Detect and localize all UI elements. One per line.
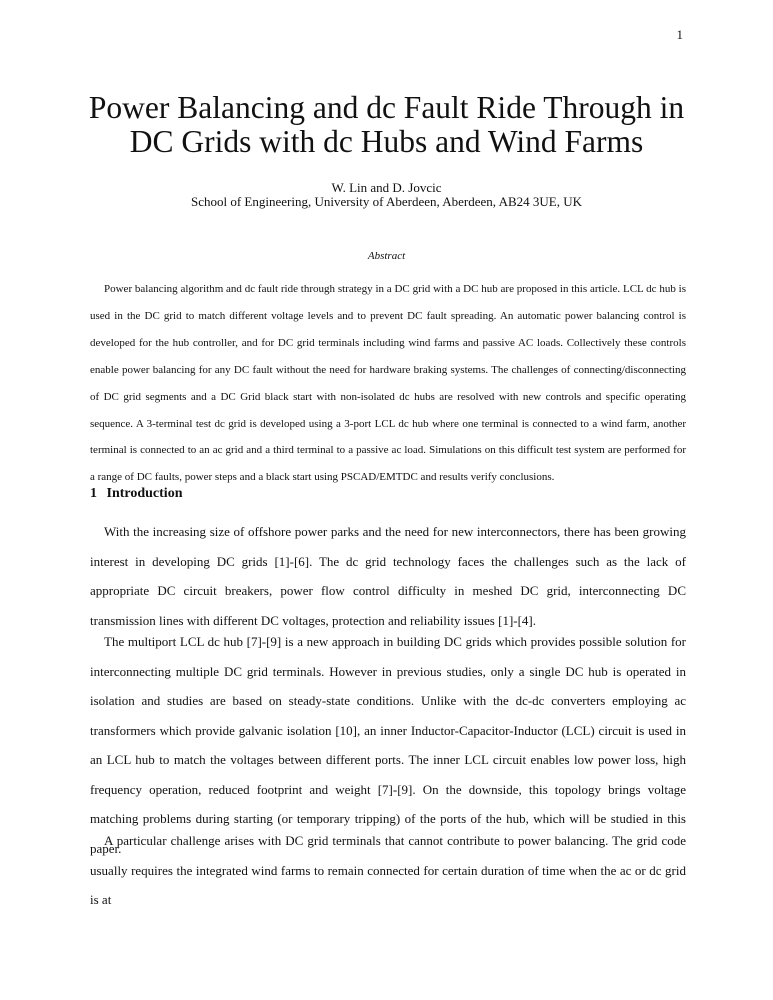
abstract-heading: Abstract [367, 250, 406, 262]
paper-title [0, 91, 773, 159]
body-paragraph: With the increasing size of offshore power parks and the need for new interconnectors, there has been growing interest in developing DC grids [1]-[6]. The dc grid technology faces the challenges such as the lack of appropriate DC circuit breakers, power flow control difficulty in meshed DC grid, interconnecting DC transmission lines with different DC voltages, protection and reliability issues [1]-[4]. [90, 524, 686, 628]
title-line-2: DC Grids with dc Hubs and Wind Farms [129, 124, 644, 159]
abstract-text: Power balancing algorithm and dc fault ride through strategy in a DC grid with a DC hub are proposed in this article. LCL dc hub is used in the DC grid to match different voltage levels and to prevent DC fault spreading. An automatic power balancing control is developed for the hub controller, and for DC grid terminals including wind farms and passive AC loads. Collectively these controls enable power balancing for any DC fault without the need for hardware braking systems. The challenges of connecting/disconnecting of DC grid segments and a DC Grid black start with non-isolated dc hubs are resolved with new controls and specific operating sequence. A 3-terminal test dc grid is developed using a 3-port LCL dc hub where one terminal is connected to a wind farm, another terminal is connected to an ac grid and a third terminal to a passive ac load. Simulations on this difficult test system are performed for a range of DC faults, power steps and a black start using PSCAD/EMTDC and results verify conclusions. [90, 283, 686, 484]
authors: W. Lin and D. Jovcic [331, 180, 442, 195]
section-number: 1 [90, 486, 97, 501]
section-title: Introduction [106, 486, 183, 501]
body-paragraph: The multiport LCL dc hub [7]-[9] is a new approach in building DC grids which provides possible solution for interconnecting multiple DC grid terminals. However in previous studies, only a single DC hub is operated in isolation and studies are based on steady-state conditions. Unlike with the dc-dc converters employing ac transformers which provide galvanic isolation [10], an inner Inductor-Capacitor-Inductor (LCL) circuit is used in an LCL hub to match the voltages between different ports. The inner LCL circuit enables low power loss, high frequency operation, reduced footprint and weight [7]-[9]. On the downside, this topology brings voltage matching problems during starting (or temporary tripping) of the ports of the hub, which will be studied in this paper. [90, 634, 686, 856]
title-line-1: Power Balancing and dc Fault Ride Through in [88, 90, 685, 125]
section-heading [90, 486, 182, 502]
page-number: 1 [676, 27, 683, 42]
body-paragraph: A particular challenge arises with DC grid terminals that cannot contribute to power balancing. The grid code usually requires the integrated wind farms to remain connected for certain duration of time when the ac or dc grid is at [90, 833, 686, 907]
affiliation: School of Engineering, University of Aberdeen, Aberdeen, AB24 3UE, UK [190, 194, 582, 209]
